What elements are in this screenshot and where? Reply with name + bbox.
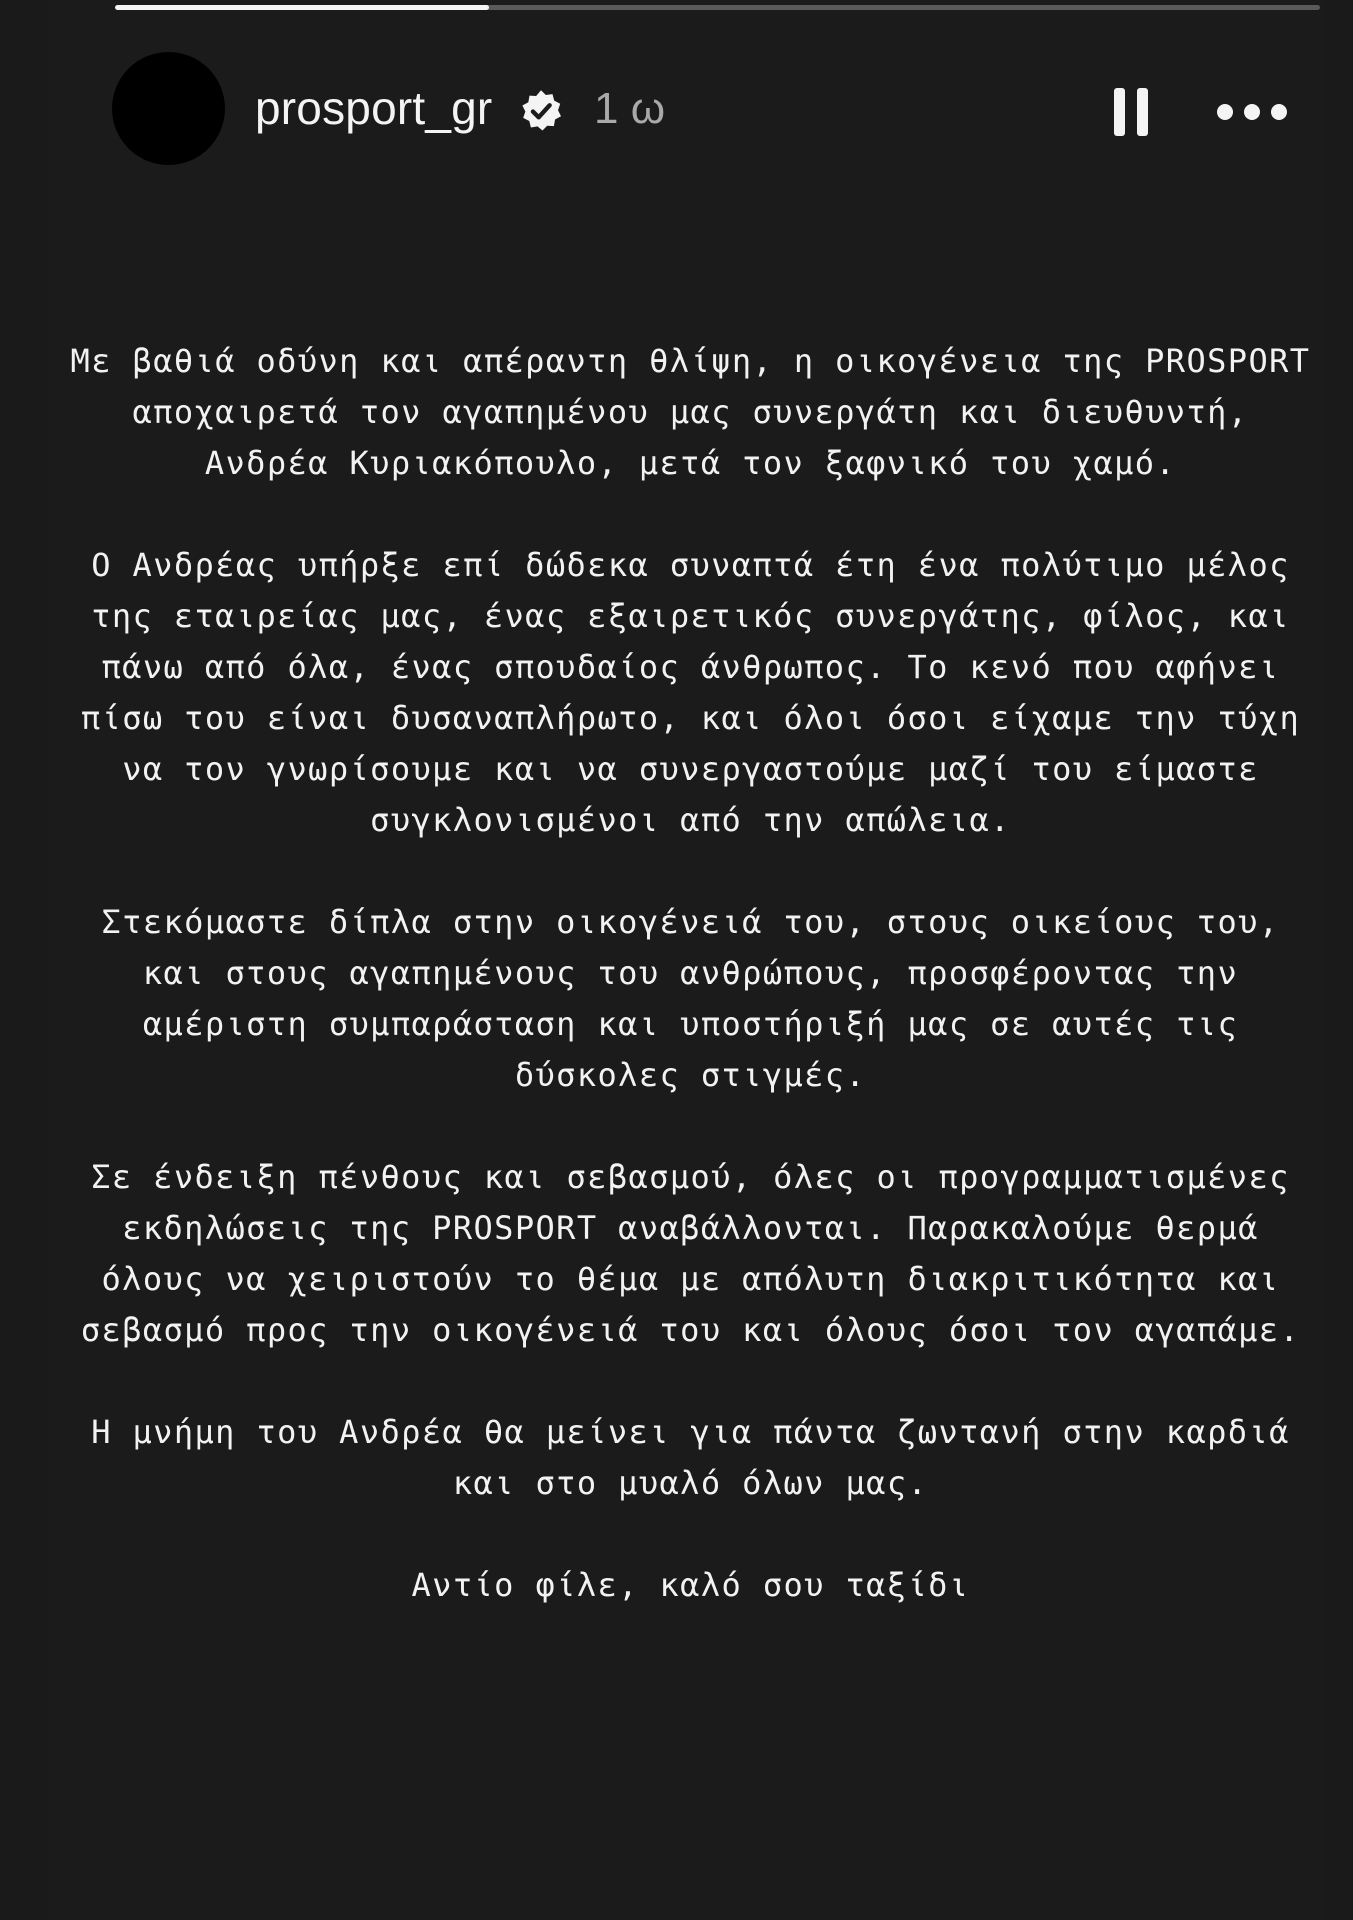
message-paragraph: Σε ένδειξη πένθους και σεβασμού, όλες οι προγραμματισμένες εκδηλώσεις της PROSPORT αναβάλλονται. Παρακαλούμε θερμά όλους να χειριστούν το θέμα με απόλυτη διακριτικότητα και σεβασμό προς την οικογένειά του και όλους όσοι τον αγαπάμε. <box>80 1158 1301 1349</box>
more-options-icon[interactable] <box>1207 92 1297 132</box>
avatar[interactable] <box>112 52 225 165</box>
story-timestamp: 1 ω <box>594 84 666 133</box>
message-paragraph: Ο Ανδρέας υπήρξε επί δώδεκα συναπτά έτη ένα πολύτιμο μέλος της εταιρείας μας, ένας εξαιρετικός συνεργάτης, φίλος, και πάνω από όλα, ένας σπουδαίος άνθρωπος. Το κενό που αφήνει πίσω του είναι δυσαναπλήρωτο, και όλοι όσοι είχαμε την τύχη να τον γνωρίσουμε και να συνεργαστούμε μαζί του είμαστε συγκλονισμένοι από την απώλεια. <box>80 546 1301 839</box>
story-progress-bar <box>115 5 1320 10</box>
message-paragraph: Αντίο φίλε, καλό σου ταξίδι <box>411 1566 970 1604</box>
username[interactable]: prosport_gr <box>255 82 493 134</box>
verified-badge-icon <box>518 88 564 134</box>
message-paragraph: Με βαθιά οδύνη και απέραντη θλίψη, η οικογένεια της PROSPORT αποχαιρετά τον αγαπημένου μας συνεργάτη και διευθυντή, Ανδρέα Κυριακόπουλο, μετά τον ξαφνικό του χαμό. <box>70 342 1311 482</box>
story-progress-fill <box>115 5 489 10</box>
pause-icon[interactable] <box>1102 82 1162 142</box>
message-paragraph: Στεκόμαστε δίπλα στην οικογένειά του, στους οικείους του, και στους αγαπημένους του ανθρώπους, προσφέροντας την αμέριστη συμπαράσταση και υποστήριξή μας σε αυτές τις δύσκολες στιγμές. <box>101 903 1280 1094</box>
message-paragraph: Η μνήμη του Ανδρέα θα μείνει για πάντα ζωντανή στην καρδιά και στο μυαλό όλων μας. <box>91 1413 1290 1502</box>
story-header <box>112 50 1320 164</box>
story-message <box>58 336 1323 1662</box>
